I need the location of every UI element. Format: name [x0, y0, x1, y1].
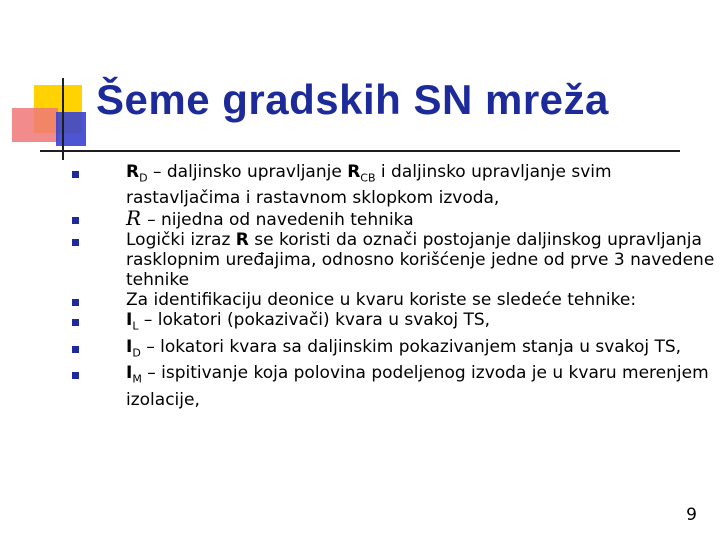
bullet-item [126, 162, 716, 208]
page-number: 9 [686, 505, 697, 525]
bullet-text: Za identifikaciju deonice u kvaru koriste se sledeće tehnike: [126, 290, 637, 311]
bullet-text: se koristi da označi postojanje daljinskog upravljanja rasklopnim uređajima, odnosno korišćenje jedne od prve 3 navedene tehnike [126, 230, 715, 291]
bullet-text: – nijedna od navedenih tehnika [147, 210, 414, 231]
r-symbol: R [126, 206, 142, 231]
bullet-item [126, 208, 716, 230]
bullet-text: – lokatori (pokazivači) kvara u svakoj TS, [138, 310, 491, 331]
bullet-bold: R [235, 230, 249, 251]
bullet-subscript: M [132, 372, 142, 386]
bullet-text: Logički izraz [126, 230, 236, 251]
bullet-subscript: D [132, 346, 141, 360]
bullet-subscript: D [139, 171, 148, 185]
bullet-item [126, 310, 716, 336]
bullet-item [126, 290, 716, 310]
bullet-text: – lokatori kvara sa daljinskim pokazivanjem stanja u svakoj TS, [140, 336, 682, 357]
bullet-bold: I [126, 336, 133, 357]
bullet-subscript: CB [360, 171, 376, 185]
bullet-bold: R [126, 162, 140, 182]
decor-horizontal-line [40, 150, 680, 152]
decor-blue-square [56, 112, 86, 146]
bullet-item [126, 337, 716, 363]
bullet-text: – daljinsko upravljanje [147, 162, 348, 182]
bullet-bold: R [347, 162, 361, 182]
decor-vertical-line [62, 78, 64, 160]
bullet-text: i daljinsko upravljanje svim rastavljačima i rastavnom sklopkom izvoda, [126, 162, 612, 209]
decor-red-square [12, 108, 58, 142]
bullet-item [126, 363, 716, 409]
bullet-bold: I [126, 363, 133, 384]
bullet-text: – ispitivanje koja polovina podeljenog izvoda je u kvaru merenjem izolacije, [126, 363, 709, 410]
bullet-item [126, 230, 716, 290]
bullet-bold: I [126, 310, 133, 331]
bullet-list [126, 162, 716, 410]
bullet-subscript: L [132, 319, 139, 333]
slide-title: Šeme gradskih SN mreža [96, 76, 609, 123]
